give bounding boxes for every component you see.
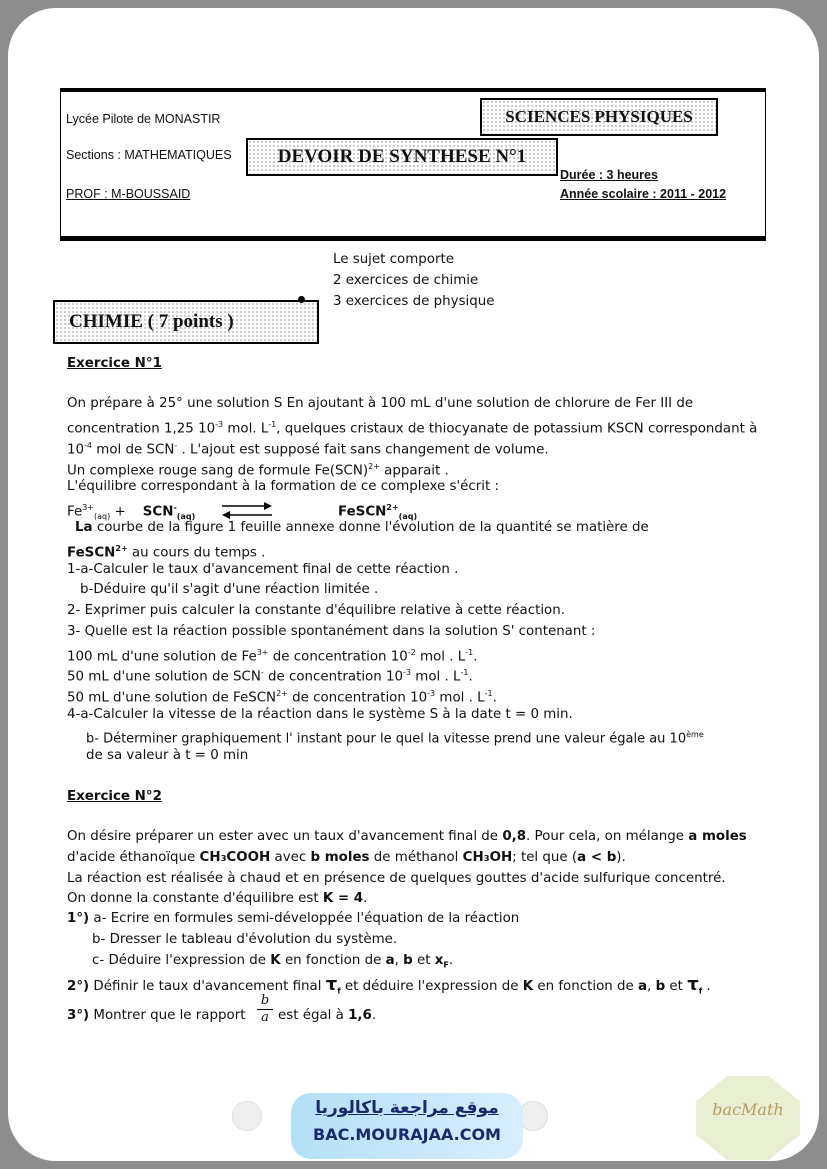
exam-title-banner [246,138,558,176]
prof-label: PROF : M-BOUSSAID [66,187,191,201]
ex2-q1c: c- Déduire l'expression de K en fonction de a, b et $x_F$. [92,953,454,970]
ex2-line-1: On désire préparer un ester avec un taux d'avancement final de 0,8. Pour cela, on mélange a moles [67,829,747,844]
equation-reactants: $Fe^{3+}_{(aq)}$ + $SCN^-_{(aq)}$ [67,503,196,522]
sujet-line-1: Le sujet comporte [333,252,454,267]
ex1-q3: 3- Quelle est la réaction possible spontanément dans la solution S' contenant : [67,624,596,639]
subject-banner [480,98,718,136]
sujet-line-2: 2 exercices de chimie [333,273,479,288]
footer-arabic: موقع مراجعة باكالوريا [315,1098,499,1118]
footer-site[interactable]: BAC.MOURAJAA.COM [313,1125,501,1144]
lycee-name: Lycée Pilote de MONASTIR [66,112,221,126]
annee-label: Année scolaire : 2011 - 2012 [560,187,727,201]
seal-text: bacMath [712,1100,784,1119]
fraction-b-over-a: b a [257,993,273,1026]
equation-product: FeSCN$^{2+}_{(aq)}$ [338,503,418,522]
equilibrium-arrows-icon [220,500,274,520]
ex1-q4c: de sa valeur à t = 0 min [86,748,249,763]
sections-label: Sections : MATHEMATIQUES [66,148,232,162]
ex1-q1b: b-Déduire qu'il s'agit d'une réaction limitée . [80,582,379,597]
scroll-knob [298,296,305,303]
ex2-line-3: La réaction est réalisée à chaud et en présence de quelques gouttes d'acide sulfurique concentré. [67,871,726,886]
exam-page [8,8,819,1161]
duree-label: Durée : 3 heures [560,168,658,182]
ex2-line-4: On donne la constante d'équilibre est K = 4. [67,891,368,906]
exam-title: DEVOIR DE SYNTHESE N°1 [277,146,527,167]
ex1-q4a: 4-a-Calculer la vitesse de la réaction dans le système S à la date t = 0 min. [67,707,573,722]
ex1-q4b: b- Déterminer graphiquement l' instant pour le quel la vitesse prend une valeur égale au 10ème [86,730,704,747]
ex1-intro-2: concentration 1,25 $10^{-3}$ mol. $L^{-1}$, quelques cristaux de thiocyanate de potassium KSCN correspondant à [67,420,758,437]
ex2-q1a: 1°) a- Ecrire en formules semi-développée l'équation de la réaction [67,911,520,926]
subject-title: SCIENCES PHYSIQUES [505,107,693,126]
ex2-q3-end: est égal à 1,6. [278,1008,377,1023]
ex1-complex: Un complexe rouge sang de formule Fe(SCN)$^{2+}$ apparait . [67,462,449,479]
chimie-title: CHIMIE ( 7 points ) [69,311,234,332]
ex1-solution-1: 100 mL d'une solution de $Fe^{3+}$ de concentration $10^{-2}$ mol . $L^{-1}$. [67,648,478,665]
ex1-courbe: La courbe de la figure 1 feuille annexe donne l'évolution de la quantité se matière de [75,520,649,535]
sujet-line-3: 3 exercices de physique [333,294,495,309]
ex1-solution-3: 50 mL d'une solution de FeSCN$^{2+}$ de concentration $10^{-3}$ mol . $L^{-1}$. [67,689,497,706]
ex1-courbe-2: FeSCN$^{2+}$ au cours du temps . [67,544,266,561]
ex1-intro-3: $10^{-4}$ mol de SCN- . L'ajout est supposé fait sans changement de volume. [67,441,549,458]
ex2-title: Exercice N°2 [67,789,162,804]
ex2-q3: 3°) Montrer que le rapport [67,1008,246,1023]
ex1-q2: 2- Exprimer puis calculer la constante d'équilibre relative à cette réaction. [67,603,565,618]
ex1-q1a: 1-a-Calculer le taux d'avancement final de cette réaction . [67,562,459,577]
ex2-q2: 2°) Définir le taux d'avancement final $\tau_f$ et déduire l'expression de K en fonction de a, b et $\tau_f$ . [67,974,711,996]
left-logo-icon [232,1101,262,1131]
ex1-equil-intro: L'équilibre correspondant à la formation de ce complexe s'écrit : [67,479,500,494]
ex1-solution-2: 50 mL d'une solution de SCN- de concentration $10^{-3}$ mol . $L^{-1}$. [67,668,473,685]
ex1-intro-1: On prépare à 25° une solution S En ajoutant à 100 mL d'une solution de chlorure de Fer III de [67,396,694,411]
ex1-title: Exercice N°1 [67,356,162,371]
chimie-banner [53,300,319,344]
ex2-line-2: d'acide éthanoïque CH₃COOH avec b moles de méthanol CH₃OH; tel que (a < b). [67,850,626,865]
ex2-q1b: b- Dresser le tableau d'évolution du système. [92,932,398,947]
